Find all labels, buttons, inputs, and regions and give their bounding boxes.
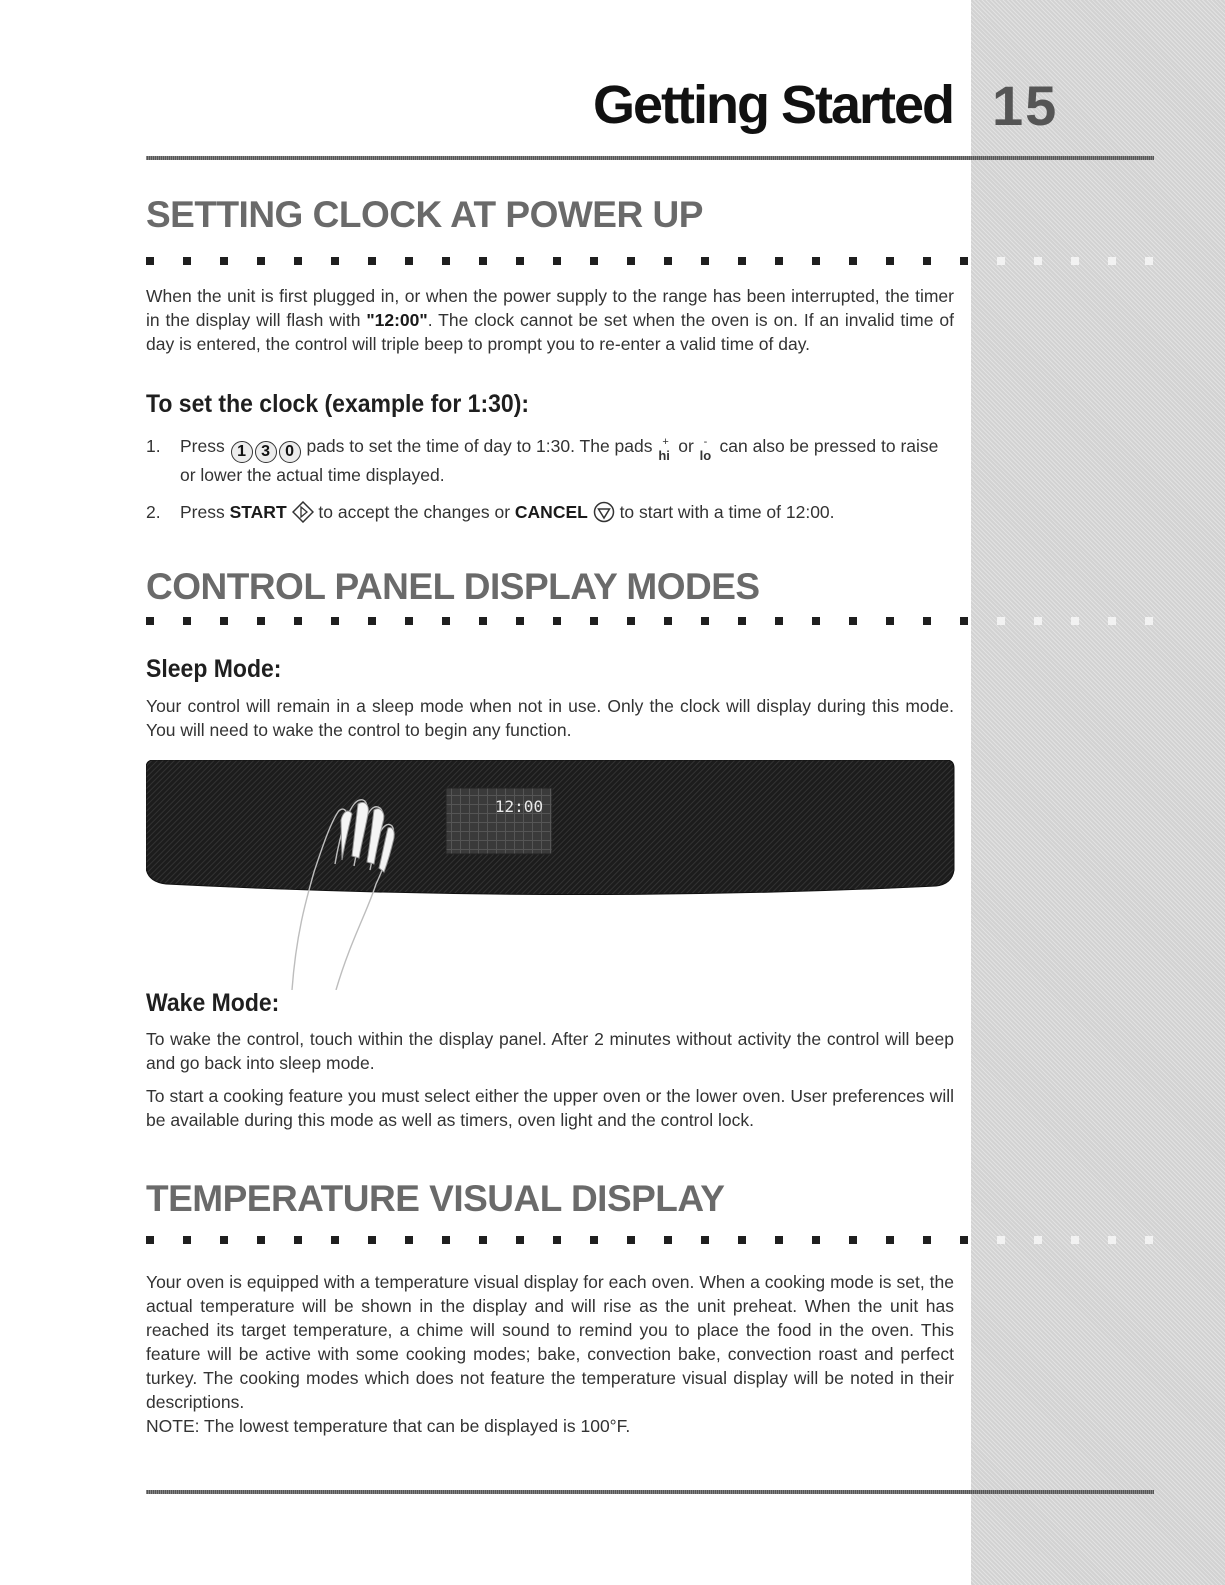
divider-dot [960, 257, 968, 265]
divider-dot [664, 617, 672, 625]
divider-dot [146, 617, 154, 625]
dot-divider [146, 257, 1156, 269]
divider-dot [1071, 617, 1079, 625]
divider-dot [1108, 617, 1116, 625]
divider-dot [1034, 1236, 1042, 1244]
divider-dot [553, 1236, 561, 1244]
wake-mode-text-1: To wake the control, touch within the display panel. After 2 minutes without activity the control will beep and go back into sleep mode. [146, 1029, 954, 1073]
divider-dot [553, 257, 561, 265]
divider-dot [516, 257, 524, 265]
step1-end: can also be pressed to raise or lower the actual time displayed. [180, 436, 939, 485]
divider-dot [960, 617, 968, 625]
control-panel-illustration [146, 760, 956, 990]
divider-dot [368, 617, 376, 625]
divider-dot [701, 1236, 709, 1244]
divider-dot [997, 257, 1005, 265]
divider-dot [812, 257, 820, 265]
start-label: START [229, 502, 287, 522]
divider-dot [960, 1236, 968, 1244]
dot-divider [146, 617, 1156, 629]
divider-dot [997, 617, 1005, 625]
divider-dot [183, 1236, 191, 1244]
divider-dot [627, 257, 635, 265]
divider-dot [664, 257, 672, 265]
divider-dot [294, 1236, 302, 1244]
divider-dot [331, 257, 339, 265]
divider-dot [590, 617, 598, 625]
clock-intro [146, 284, 954, 356]
divider-dot [775, 257, 783, 265]
divider-dot [849, 1236, 857, 1244]
divider-dot [442, 617, 450, 625]
divider-dot [516, 617, 524, 625]
divider-dot [294, 257, 302, 265]
step-number: 2. [146, 502, 161, 522]
hi-pad-icon [657, 436, 673, 463]
temperature-text: Your oven is equipped with a temperature visual display for each oven. When a cooking mode is set, the actual temperature will be shown in the display and will rise as the unit preheat. When the unit has reached its target temperature, a chime will sound to remind you to place the food in the oven. This feature will be active with some cooking modes; bake, convection bake, convection roast and perfect turkey. The cooking modes which does not feature the temperature visual display will be noted in their descriptions. [146, 1272, 954, 1412]
divider-dot [257, 617, 265, 625]
divider-dot [738, 1236, 746, 1244]
key-3-icon: 3 [255, 441, 277, 463]
divider-dot [701, 257, 709, 265]
page-number: 15 [992, 74, 1059, 137]
wake-mode-text-2: To start a cooking feature you must select either the upper oven or the lower oven. User preferences will be available during this mode as well as timers, oven light and the control lock. [146, 1086, 954, 1130]
divider-dot [627, 617, 635, 625]
divider-dot [1034, 617, 1042, 625]
divider-dot [812, 1236, 820, 1244]
divider-dot [146, 257, 154, 265]
wake-mode-head: Wake Mode: [146, 989, 280, 1017]
divider-dot [146, 1236, 154, 1244]
divider-dot [1108, 257, 1116, 265]
intro-text: When the unit is first plugged in, or when the power supply to the range has been interrupted, the timer in the display will flash with [146, 286, 954, 330]
step-body [180, 434, 954, 487]
divider-dot [886, 1236, 894, 1244]
divider-dot [553, 617, 561, 625]
divider-dot [1145, 1236, 1153, 1244]
footer-rule [146, 1490, 1154, 1494]
divider-dot [590, 1236, 598, 1244]
divider-dot [220, 617, 228, 625]
intro-text-end: . The clock cannot be set when the oven is on. If an invalid time of day is entered, the control will triple beep to prompt you to re-enter a valid time of day. [146, 310, 954, 354]
divider-dot [886, 617, 894, 625]
divider-dot [886, 257, 894, 265]
press-label: Press [180, 436, 225, 456]
lo-pad-icon [699, 436, 715, 463]
divider-dot [1071, 1236, 1079, 1244]
cancel-label: CANCEL [514, 502, 588, 522]
dot-divider [146, 1236, 1156, 1248]
divider-dot [590, 257, 598, 265]
hi-label: hi [658, 448, 670, 463]
press-label: Press [180, 502, 230, 522]
divider-dot [479, 617, 487, 625]
sleep-mode-text: Your control will remain in a sleep mode when not in use. Only the clock will display during this mode. You will need to wake the control to begin any function. [146, 696, 954, 740]
header-rule [146, 156, 1154, 160]
divider-dot [331, 1236, 339, 1244]
divider-dot [220, 1236, 228, 1244]
start-icon [292, 501, 314, 523]
divider-dot [257, 1236, 265, 1244]
divider-dot [849, 617, 857, 625]
divider-dot [479, 1236, 487, 1244]
divider-dot [923, 617, 931, 625]
section-title-clock: SETTING CLOCK AT POWER UP [146, 194, 703, 235]
divider-dot [405, 617, 413, 625]
divider-dot [997, 1236, 1005, 1244]
divider-dot [627, 1236, 635, 1244]
key-0-icon: 0 [279, 441, 301, 463]
side-band [971, 0, 1225, 1585]
step-body [180, 500, 954, 524]
divider-dot [849, 257, 857, 265]
divider-dot [442, 1236, 450, 1244]
divider-dot [738, 617, 746, 625]
divider-dot [701, 617, 709, 625]
divider-dot [1071, 257, 1079, 265]
divider-dot [1145, 617, 1153, 625]
sleep-mode-head: Sleep Mode: [146, 655, 282, 683]
divider-dot [442, 257, 450, 265]
divider-dot [923, 1236, 931, 1244]
divider-dot [220, 257, 228, 265]
display-clock: 12:00 [494, 797, 544, 816]
divider-dot [775, 1236, 783, 1244]
step1-mid: pads to set the time of day to 1:30. The pads [301, 436, 658, 456]
key-1-icon: 1 [231, 441, 253, 463]
step-number: 1. [146, 436, 161, 456]
or-label: or [673, 436, 699, 456]
divider-dot [405, 257, 413, 265]
divider-dot [368, 257, 376, 265]
divider-dot [183, 617, 191, 625]
page-title: Getting Started [592, 75, 953, 135]
divider-dot [664, 1236, 672, 1244]
divider-dot [1145, 257, 1153, 265]
step2-end: to start with a time of 12:00. [614, 502, 835, 522]
divider-dot [923, 257, 931, 265]
clock-subhead: To set the clock (example for 1:30): [146, 390, 530, 418]
divider-dot [1034, 257, 1042, 265]
divider-dot [294, 617, 302, 625]
cancel-icon [593, 501, 615, 523]
divider-dot [738, 257, 746, 265]
section-title-display-modes: CONTROL PANEL DISPLAY MODES [146, 566, 760, 607]
lo-sign: - [703, 436, 708, 448]
section-title-temperature: TEMPERATURE VISUAL DISPLAY [146, 1178, 725, 1219]
flash-value: "12:00" [366, 310, 428, 330]
divider-dot [368, 1236, 376, 1244]
divider-dot [1108, 1236, 1116, 1244]
hi-sign: + [662, 436, 669, 448]
divider-dot [183, 257, 191, 265]
divider-dot [775, 617, 783, 625]
divider-dot [516, 1236, 524, 1244]
control-panel-graphic [146, 760, 956, 990]
divider-dot [257, 257, 265, 265]
step2-mid: to accept the changes or [313, 502, 515, 522]
divider-dot [812, 617, 820, 625]
divider-dot [479, 257, 487, 265]
divider-dot [331, 617, 339, 625]
temperature-note: NOTE: The lowest temperature that can be displayed is 100°F. [146, 1416, 631, 1436]
lo-label: lo [699, 448, 712, 463]
divider-dot [405, 1236, 413, 1244]
